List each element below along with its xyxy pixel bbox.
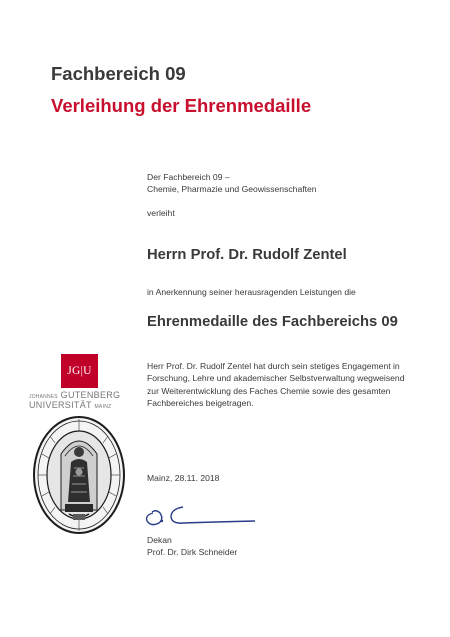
signatory-role: Dekan (147, 535, 172, 545)
intro-line-2: Chemie, Pharmazie und Geowissenschaften (147, 184, 317, 194)
signatory-name: Prof. Dr. Dirk Schneider (147, 547, 238, 557)
logo-johannes: JOHANNES (29, 394, 58, 400)
recipient-name: Herrn Prof. Dr. Rudolf Zentel (147, 247, 347, 263)
recognition-text: in Anerkennung seiner herausragenden Leistungen die (147, 287, 356, 297)
citation-text: Herr Prof. Dr. Rudolf Zentel hat durch sein stetiges Engagement in Forschung, Lehre und akademischer Selbstverwaltung wegweisend zur Weiterentwicklung des Faches Chemie sowie des gesamten Fachbereiches beigetragen. (147, 361, 405, 408)
jgu-logo-mark: JG|U (61, 354, 98, 388)
intro-line-1: Der Fachbereich 09 – (147, 172, 230, 182)
award-title: Verleihung der Ehrenmedaille (51, 95, 312, 116)
logo-line-2 (29, 400, 112, 410)
logo-mainz: MAINZ (94, 404, 112, 410)
logo-universitaet: UNIVERSITÄT (29, 400, 92, 410)
place-date: Mainz, 28.11. 2018 (147, 473, 220, 483)
handwritten-signature-icon (143, 499, 258, 533)
logo-line-1 (29, 390, 120, 400)
intro-verb: verleiht (147, 208, 175, 218)
medal-title: Ehrenmedaille des Fachbereichs 09 (147, 314, 398, 330)
department-heading: Fachbereich 09 (51, 63, 186, 84)
university-seal-icon (31, 414, 127, 536)
logo-gutenberg: GUTENBERG (60, 390, 121, 400)
